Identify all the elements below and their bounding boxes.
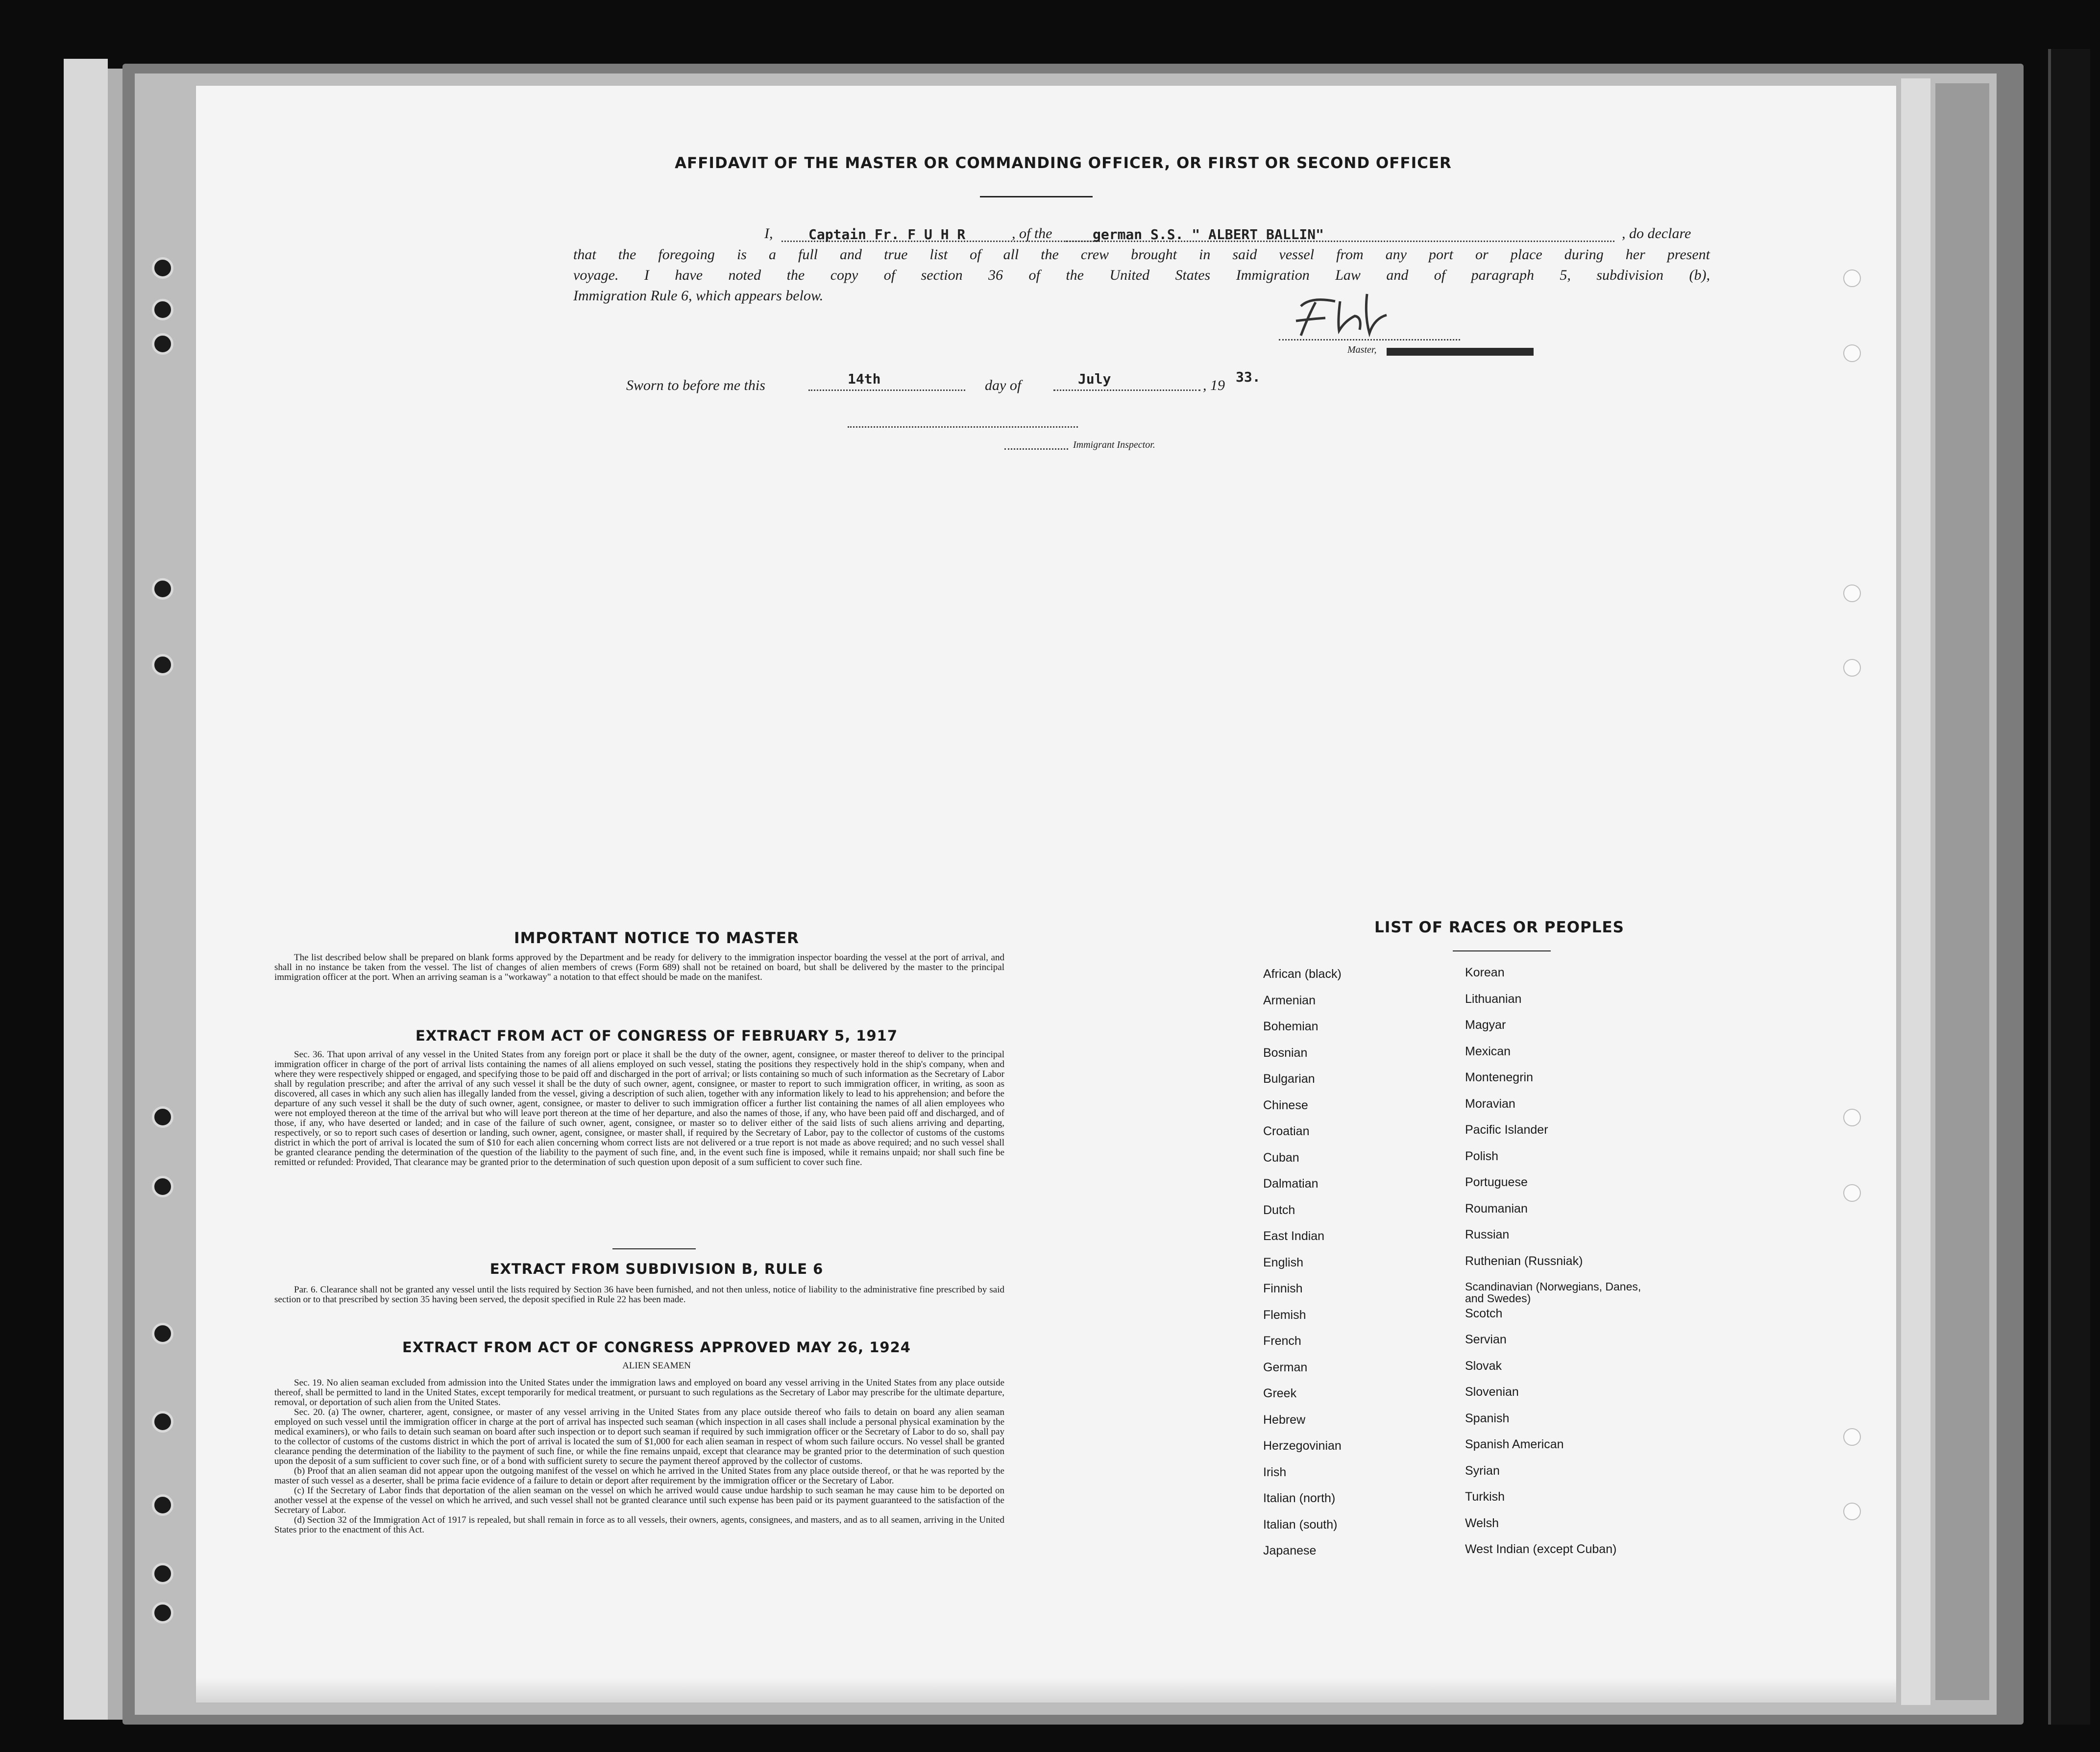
extract-1917-title: EXTRACT FROM ACT OF CONGRESS OF FEBRUARY 5, 1917 xyxy=(415,1027,898,1044)
punch-hole-icon xyxy=(152,1602,173,1624)
title-rule xyxy=(980,196,1093,197)
sworn-label: Sworn to before me this xyxy=(626,377,765,393)
race-item: Dalmatian xyxy=(1263,1177,1319,1191)
rule-6-paragraph: Par. 6. Clearance shall not be granted any vessel until the lists required by Section 36 have been furnished, and not then unless, notice of liability to the administrative fine prescribed by said section or to that prescribed by section 35 having been served, the deposit specified in Rule 22 has been made. xyxy=(274,1285,1004,1305)
dotted-line xyxy=(1279,339,1460,341)
races-column-1 xyxy=(1263,968,1440,1571)
dotted-line xyxy=(848,426,1078,428)
race-item: Spanish xyxy=(1465,1411,1510,1425)
punch-hole-icon xyxy=(1843,1184,1861,1202)
race-item: Spanish American xyxy=(1465,1437,1564,1451)
punch-hole-icon xyxy=(152,257,173,279)
captain-name-field: Captain Fr. F U H R xyxy=(808,226,966,243)
punch-hole-icon xyxy=(152,578,173,600)
extract-1924-title: EXTRACT FROM ACT OF CONGRESS APPROVED MAY 26, 1924 xyxy=(402,1339,911,1356)
page-stack-edge-right xyxy=(1935,83,1989,1700)
punch-hole-icon xyxy=(152,1323,173,1344)
race-item: Portuguese xyxy=(1465,1175,1528,1189)
punch-hole-icon xyxy=(1843,659,1861,677)
race-item: Bosnian xyxy=(1263,1046,1308,1060)
punch-hole-icon xyxy=(1843,269,1861,287)
sec-20-b-paragraph: (b) Proof that an alien seaman did not appear upon the outgoing manifest of the vessel on which he arrived in the United States from any place outside thereof, or that he was reported by the master of such vessel as a deserter, shall be prima facie evidence of a failure to detain or deport after requirement by the immigration officer or the Secretary of Labor. xyxy=(274,1466,1004,1486)
race-item: Italian (south) xyxy=(1263,1517,1338,1532)
race-item: East Indian xyxy=(1263,1229,1325,1243)
race-item: Japanese xyxy=(1263,1544,1317,1557)
extract-1917-paragraph: Sec. 36. That upon arrival of any vessel in the United States from any foreign port or place it shall be the duty of the owner, agent, consignee, or master thereof to deliver to the principal immigration officer in charge of the port of arrival lists containing the names of all aliens employed on such vessel, stating the positions they respectively hold in the ship's company, when and where they were respectively shipped or engaged, and specifying those to be paid off and discharged in the port of arrival; or lists containing so much of such information as the Secretary of Labor shall by regulation prescribe; and after the arrival of any such vessel it shall be the duty of such owner, agent, consignee, or master to report to such immigration officer, in writing, as soon as discovered, all cases in which any such alien has illegally landed from the vessel, giving a description of such alien, together with any information likely to lead to his apprehension; and before the departure of any such vessel it shall be the duty of such owner, agent, consignee, or master to deliver to such immigration officer a further list containing the names of all alien employees who were not employed thereon at the time of the arrival but who will leave port thereon at the time of her departure, and also the names of those, if any, who have been paid off and discharged, and of those, if any, who have deserted or landed; and in case of the failure of such owner, agent, consignee, or master so to deliver either of the said lists of such aliens arriving and departing, respectively, or so to report such cases of desertion or landing, such owner, agent, consignee, or master shall, if required by the Secretary of Labor, pay to the collector of customs of the customs district in which the port of arrival is located the sum of $10 for each alien concerning whom correct lists are not delivered or a true report is not made as above required; and no such vessel shall be granted clearance pending the determination of the question of the liability to the payment of such fine, and, in the event such fine is imposed, while it remains unpaid; nor shall such fine be remitted or refunded: Provided, That clearance may be granted prior to the determination of such question upon deposit of a sum sufficient to cover such fine. xyxy=(274,1049,1004,1168)
affidavit-title: AFFIDAVIT OF THE MASTER OR COMMANDING OFFICER, OR FIRST OR SECOND OFFICER xyxy=(675,154,1452,172)
month-field: July xyxy=(1078,371,1111,387)
signature-image xyxy=(1281,287,1409,345)
affidavit-of-the: , of the xyxy=(1012,225,1052,242)
manifest-page xyxy=(196,86,1896,1703)
sec-20-c-paragraph: (c) If the Secretary of Labor finds that deportation of the alien seaman on the vessel on which he arrived would cause undue hardship to such seaman he may cause him to be deported on another vessel at the expense of the vessel on which he arrived, and such vessel shall not be granted clearance until such expense has been paid or its payment guaranteed to the satisfaction of the Secretary of Labor. xyxy=(274,1485,1004,1515)
punch-hole-icon xyxy=(1843,344,1861,362)
race-item: Mexican xyxy=(1465,1044,1511,1058)
punch-hole-icon xyxy=(152,654,173,676)
affidavit-line-3: voyage. I have noted the copy of section 36 of the United States Immigration Law and of paragraph 5, subdivision (b), xyxy=(573,267,1710,283)
punch-hole-icon xyxy=(152,1563,173,1584)
race-item: African (black) xyxy=(1263,967,1342,981)
races-title-rule xyxy=(1453,950,1551,951)
race-item: Scandinavian (Norwegians, Danes, and Swedes) xyxy=(1465,1280,1641,1305)
race-item: German xyxy=(1263,1360,1308,1374)
rule-6-title: EXTRACT FROM SUBDIVISION B, RULE 6 xyxy=(489,1261,824,1277)
day-of-label: day of xyxy=(985,377,1022,393)
race-item: English xyxy=(1263,1255,1303,1269)
race-item: Roumanian xyxy=(1465,1201,1528,1216)
race-item: Flemish xyxy=(1263,1308,1306,1322)
race-item: Montenegrin xyxy=(1465,1071,1533,1084)
race-item: Lithuanian xyxy=(1465,992,1522,1006)
punch-hole-icon xyxy=(152,1176,173,1197)
affidavit-do-declare: , do declare xyxy=(1622,225,1691,242)
race-item: Ruthenian (Russniak) xyxy=(1465,1254,1583,1268)
race-item: Turkish xyxy=(1465,1490,1505,1504)
race-item: Irish xyxy=(1263,1465,1287,1479)
master-label: Master, xyxy=(1347,344,1377,355)
page-stack-edge-left xyxy=(64,59,108,1720)
race-item: Pacific Islander xyxy=(1465,1123,1548,1137)
punch-hole-icon xyxy=(152,333,173,355)
sec-20-d-paragraph: (d) Section 32 of the Immigration Act of 1917 is repealed, but shall remain in force as to all vessels, their owners, agents, consignees, and masters, and as to all seamen, arriving in the United States prior to the enactment of this Act. xyxy=(274,1515,1004,1535)
notice-text xyxy=(274,953,1004,982)
race-item: Croatian xyxy=(1263,1124,1310,1138)
race-item: Cuban xyxy=(1263,1150,1299,1165)
race-item: Italian (north) xyxy=(1263,1491,1336,1505)
race-item: Chinese xyxy=(1263,1098,1308,1112)
punch-hole-icon xyxy=(1843,1503,1861,1520)
race-item: Dutch xyxy=(1263,1203,1295,1217)
vessel-name-field: german S.S. " ALBERT BALLIN" xyxy=(1093,226,1324,243)
race-item: Syrian xyxy=(1465,1463,1500,1478)
affidavit-i: I, xyxy=(764,225,773,242)
extract-1924-text xyxy=(274,1378,1004,1535)
binder-bar xyxy=(2048,49,2090,1725)
year-prefix: , 19 xyxy=(1203,377,1225,393)
race-item: Magyar xyxy=(1465,1018,1506,1032)
punch-hole-icon xyxy=(152,1106,173,1128)
struck-officer-label xyxy=(1387,348,1534,356)
race-item: Finnish xyxy=(1263,1282,1303,1295)
dotted-line xyxy=(808,389,965,391)
race-item: Hebrew xyxy=(1263,1412,1306,1427)
section-rule xyxy=(612,1248,696,1249)
race-item: West Indian (except Cuban) xyxy=(1465,1542,1617,1556)
punch-hole-icon xyxy=(1843,584,1861,602)
race-item: Korean xyxy=(1465,966,1505,979)
dotted-line xyxy=(1004,448,1068,450)
alien-seamen-subtitle: ALIEN SEAMEN xyxy=(622,1361,691,1371)
punch-hole-icon xyxy=(152,1494,173,1516)
extract-1917-text xyxy=(274,1050,1004,1168)
race-item: Moravian xyxy=(1465,1096,1515,1111)
dotted-line xyxy=(1053,389,1200,391)
inspector-label: Immigrant Inspector. xyxy=(1073,439,1155,450)
page-stack-edge-right-inner xyxy=(1901,78,1930,1705)
rule-6-text xyxy=(274,1285,1004,1305)
page-bottom-shadow xyxy=(196,1678,1896,1703)
race-item: Scotch xyxy=(1465,1306,1503,1320)
race-item: Herzegovinian xyxy=(1263,1439,1342,1453)
sec-20-a-paragraph: Sec. 20. (a) The owner, charterer, agent, consignee, or master of any vessel arriving in the United States from any place outside thereof who fails to detain on board any alien seaman employed on such vessel until the immigration officer in charge at the port of arrival has inspected such seaman (which inspection in all cases shall include a personal physical examination by the medical examiners), or who fails to detain such seaman on board after such inspection or to deport such seaman if required by such immigration officer or the Secretary of Labor to do so, shall pay to the collector of customs of the customs district in which the port of arrival is located the sum of $1,000 for each alien seaman in respect of whom such failure occurs. No vessel shall be granted clearance pending the determination of the liability to the payment of such fine, or while the fine remains unpaid, except that clearance may be granted prior to the determination of such question upon the deposit of a sum sufficient to cover such fine, or of a bond with sufficient surety to secure the payment thereof approved by the collector of customs. xyxy=(274,1407,1004,1466)
year-field: 33. xyxy=(1236,369,1261,385)
affidavit-line-4: Immigration Rule 6, which appears below. xyxy=(573,288,824,304)
punch-hole-icon xyxy=(152,299,173,320)
race-item: Bulgarian xyxy=(1263,1072,1315,1086)
race-item: Russian xyxy=(1465,1228,1510,1241)
affidavit-line-2: that the foregoing is a full and true list of all the crew brought in said vessel from any port or place during her present xyxy=(573,246,1710,263)
race-item: Greek xyxy=(1263,1387,1297,1400)
races-column-2 xyxy=(1465,966,1651,1569)
notice-title: IMPORTANT NOTICE TO MASTER xyxy=(514,929,799,947)
race-item: Bohemian xyxy=(1263,1020,1319,1033)
race-item: Slovak xyxy=(1465,1359,1502,1373)
race-item: Armenian xyxy=(1263,993,1316,1007)
races-title: LIST OF RACES OR PEOPLES xyxy=(1374,919,1625,936)
day-field: 14th xyxy=(848,371,881,387)
punch-hole-icon xyxy=(1843,1428,1861,1446)
punch-hole-icon xyxy=(1843,1109,1861,1126)
race-item: Servian xyxy=(1465,1333,1507,1346)
race-item: Welsh xyxy=(1465,1516,1499,1530)
race-item: Polish xyxy=(1465,1149,1499,1163)
punch-hole-icon xyxy=(152,1411,173,1433)
race-item: French xyxy=(1263,1334,1301,1348)
race-item: Slovenian xyxy=(1465,1385,1519,1399)
sec-19-paragraph: Sec. 19. No alien seaman excluded from admission into the United States under the immigration laws and employed on board any vessel arriving in the United States from any place outside thereof, shall be permitted to land in the United States, except temporarily for medical treatment, or pursuant to such regulations as the Secretary of Labor may prescribe for the ultimate departure, removal, or deportation of such alien from the United States. xyxy=(274,1378,1004,1408)
notice-paragraph: The list described below shall be prepared on blank forms approved by the Department and be ready for delivery to the immigration inspector boarding the vessel at the port of arrival, and shall in no instance be taken from the vessel. The list of changes of alien members of crews (Form 689) shall not be retained on board, but shall be delivered by the master to the principal immigration officer at the port. When an arriving seaman is a "workaway" a notation to that effect should be made on the manifest. xyxy=(274,952,1004,982)
